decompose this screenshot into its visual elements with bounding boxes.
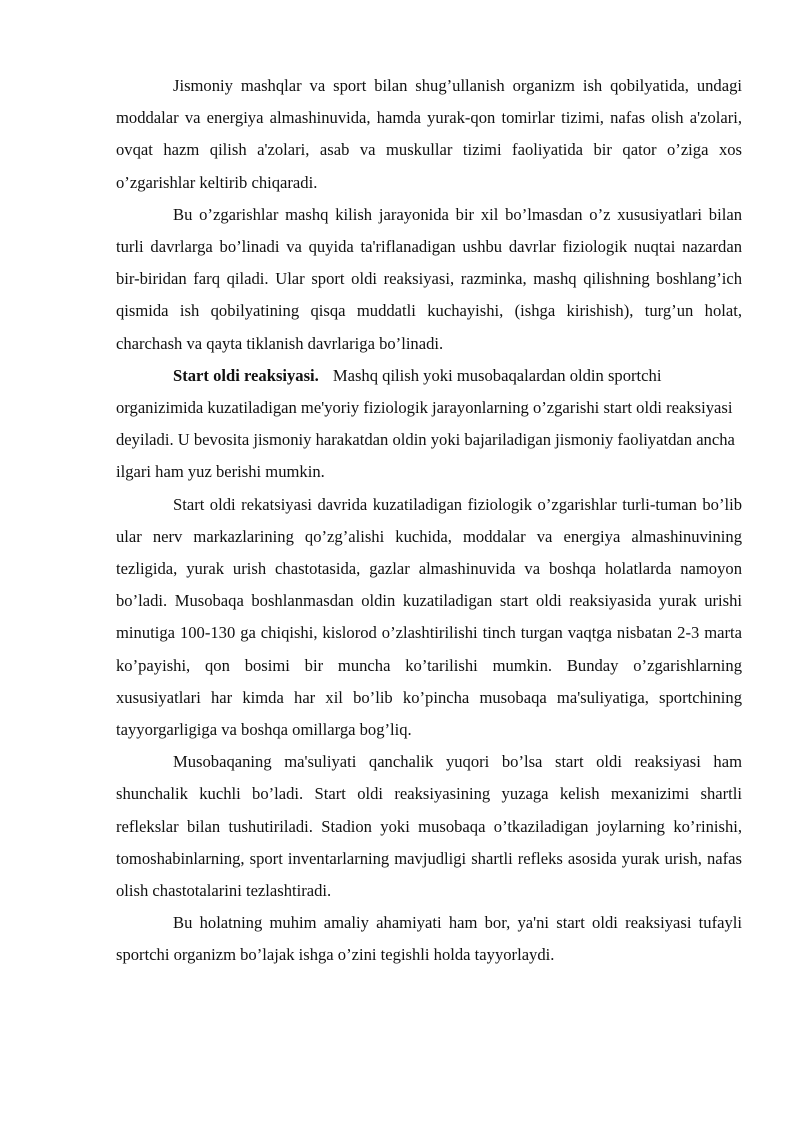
section-heading: Start oldi reaksiyasi. (173, 365, 319, 385)
paragraph-4 (116, 489, 742, 747)
paragraph-4-text: Start oldi rekatsiyasi davrida kuzatiladigan fiziologik o’zgarishlar turli-tuman bo’lib ular nerv markazlarining qo’zg’alishi kuchida, moddalar va energiya almashinuvining tezligida, yurak urish chastotasida, gazlar almashinuvida va boshqa holatlarda namoyon bo’ladi. Musobaqa boshlanmasdan oldin kuzatiladigan start oldi reaksiyasida yurak urishi minutiga 100-130 ga chiqishi, kislorod o’zlashtirilishi tinch turgan vaqtga nisbatan 2-3 marta ko’payishi, qon bosimi bir muncha ko’tarilishi mumkin. Bunday o’zgarishlarning xususiyatlari har kimda har xil bo’lib ko’pincha musobaqa ma'suliyatiga, sportchining tayyorgarligiga va boshqa omillarga bog’liq. (116, 494, 742, 740)
paragraph-1-text: Jismoniy mashqlar va sport bilan shug’ullanish organizm ish qobilyatida, undagi moddalar va energiya almashinuvida, hamda yurak-qon tomirlar tizimi, nafas olish a'zolari, ovqat hazm qilish a'zolari, asab va muskullar tizimi faoliyatida bir qator o’ziga xos o’zgarishlar keltirib chiqaradi. (116, 76, 742, 192)
paragraph-3 (116, 360, 742, 489)
paragraph-5-text: Musobaqaning ma'suliyati qanchalik yuqori bo’lsa start oldi reaksiyasi ham shunchalik kuchli bo’ladi. Start oldi reaksiyasining yuzaga kelish mexanizimi shartli reflekslar bilan tushutiriladi. Stadion yoki musobaqa o’tkaziladigan joylarning ko’rinishi, tomoshabinlarning, sport inventarlarning mavjudligi shartli refleks asosida yurak urish, nafas olish chastotalarini tezlashtiradi. (116, 752, 742, 901)
paragraph-1 (116, 70, 742, 199)
paragraph-2 (116, 199, 742, 360)
paragraph-2-text: Bu o’zgarishlar mashq kilish jarayonida bir xil bo’lmasdan o’z xususiyatlari bilan turli davrlarga bo’linadi va quyida ta'riflanadigan ushbu davrlar fiziologik nuqtai nazardan bir-biridan farq qiladi. Ular sport oldi reaksiyasi, razminka, mashq qilishning boshlang’ich qismida ish qobilyatining qisqa muddatli kuchayishi, (ishga kirishish), turg’un holat, charchash va qayta tiklanish davrlariga bo’linadi. (116, 204, 742, 353)
paragraph-6-text: Bu holatning muhim amaliy ahamiyati ham bor, ya'ni start oldi reaksiyasi tufayli sportchi organizm bo’lajak ishga o’zini tegishli holda tayyorlaydi. (116, 913, 742, 965)
paragraph-5 (116, 746, 742, 907)
paragraph-3-text: Mashq qilish yoki musobaqalardan oldin sportchi organizimida kuzatiladigan me'yoriy fiziologik jarayonlarning o’zgarishi start oldi reaksiyasi deyiladi. U bevosita jismoniy harakatdan oldin yoki bajariladigan jismoniy faoliyatdan ancha ilgari ham yuz berishi mumkin. (116, 365, 735, 482)
document-page (116, 70, 742, 972)
paragraph-6 (116, 907, 742, 971)
